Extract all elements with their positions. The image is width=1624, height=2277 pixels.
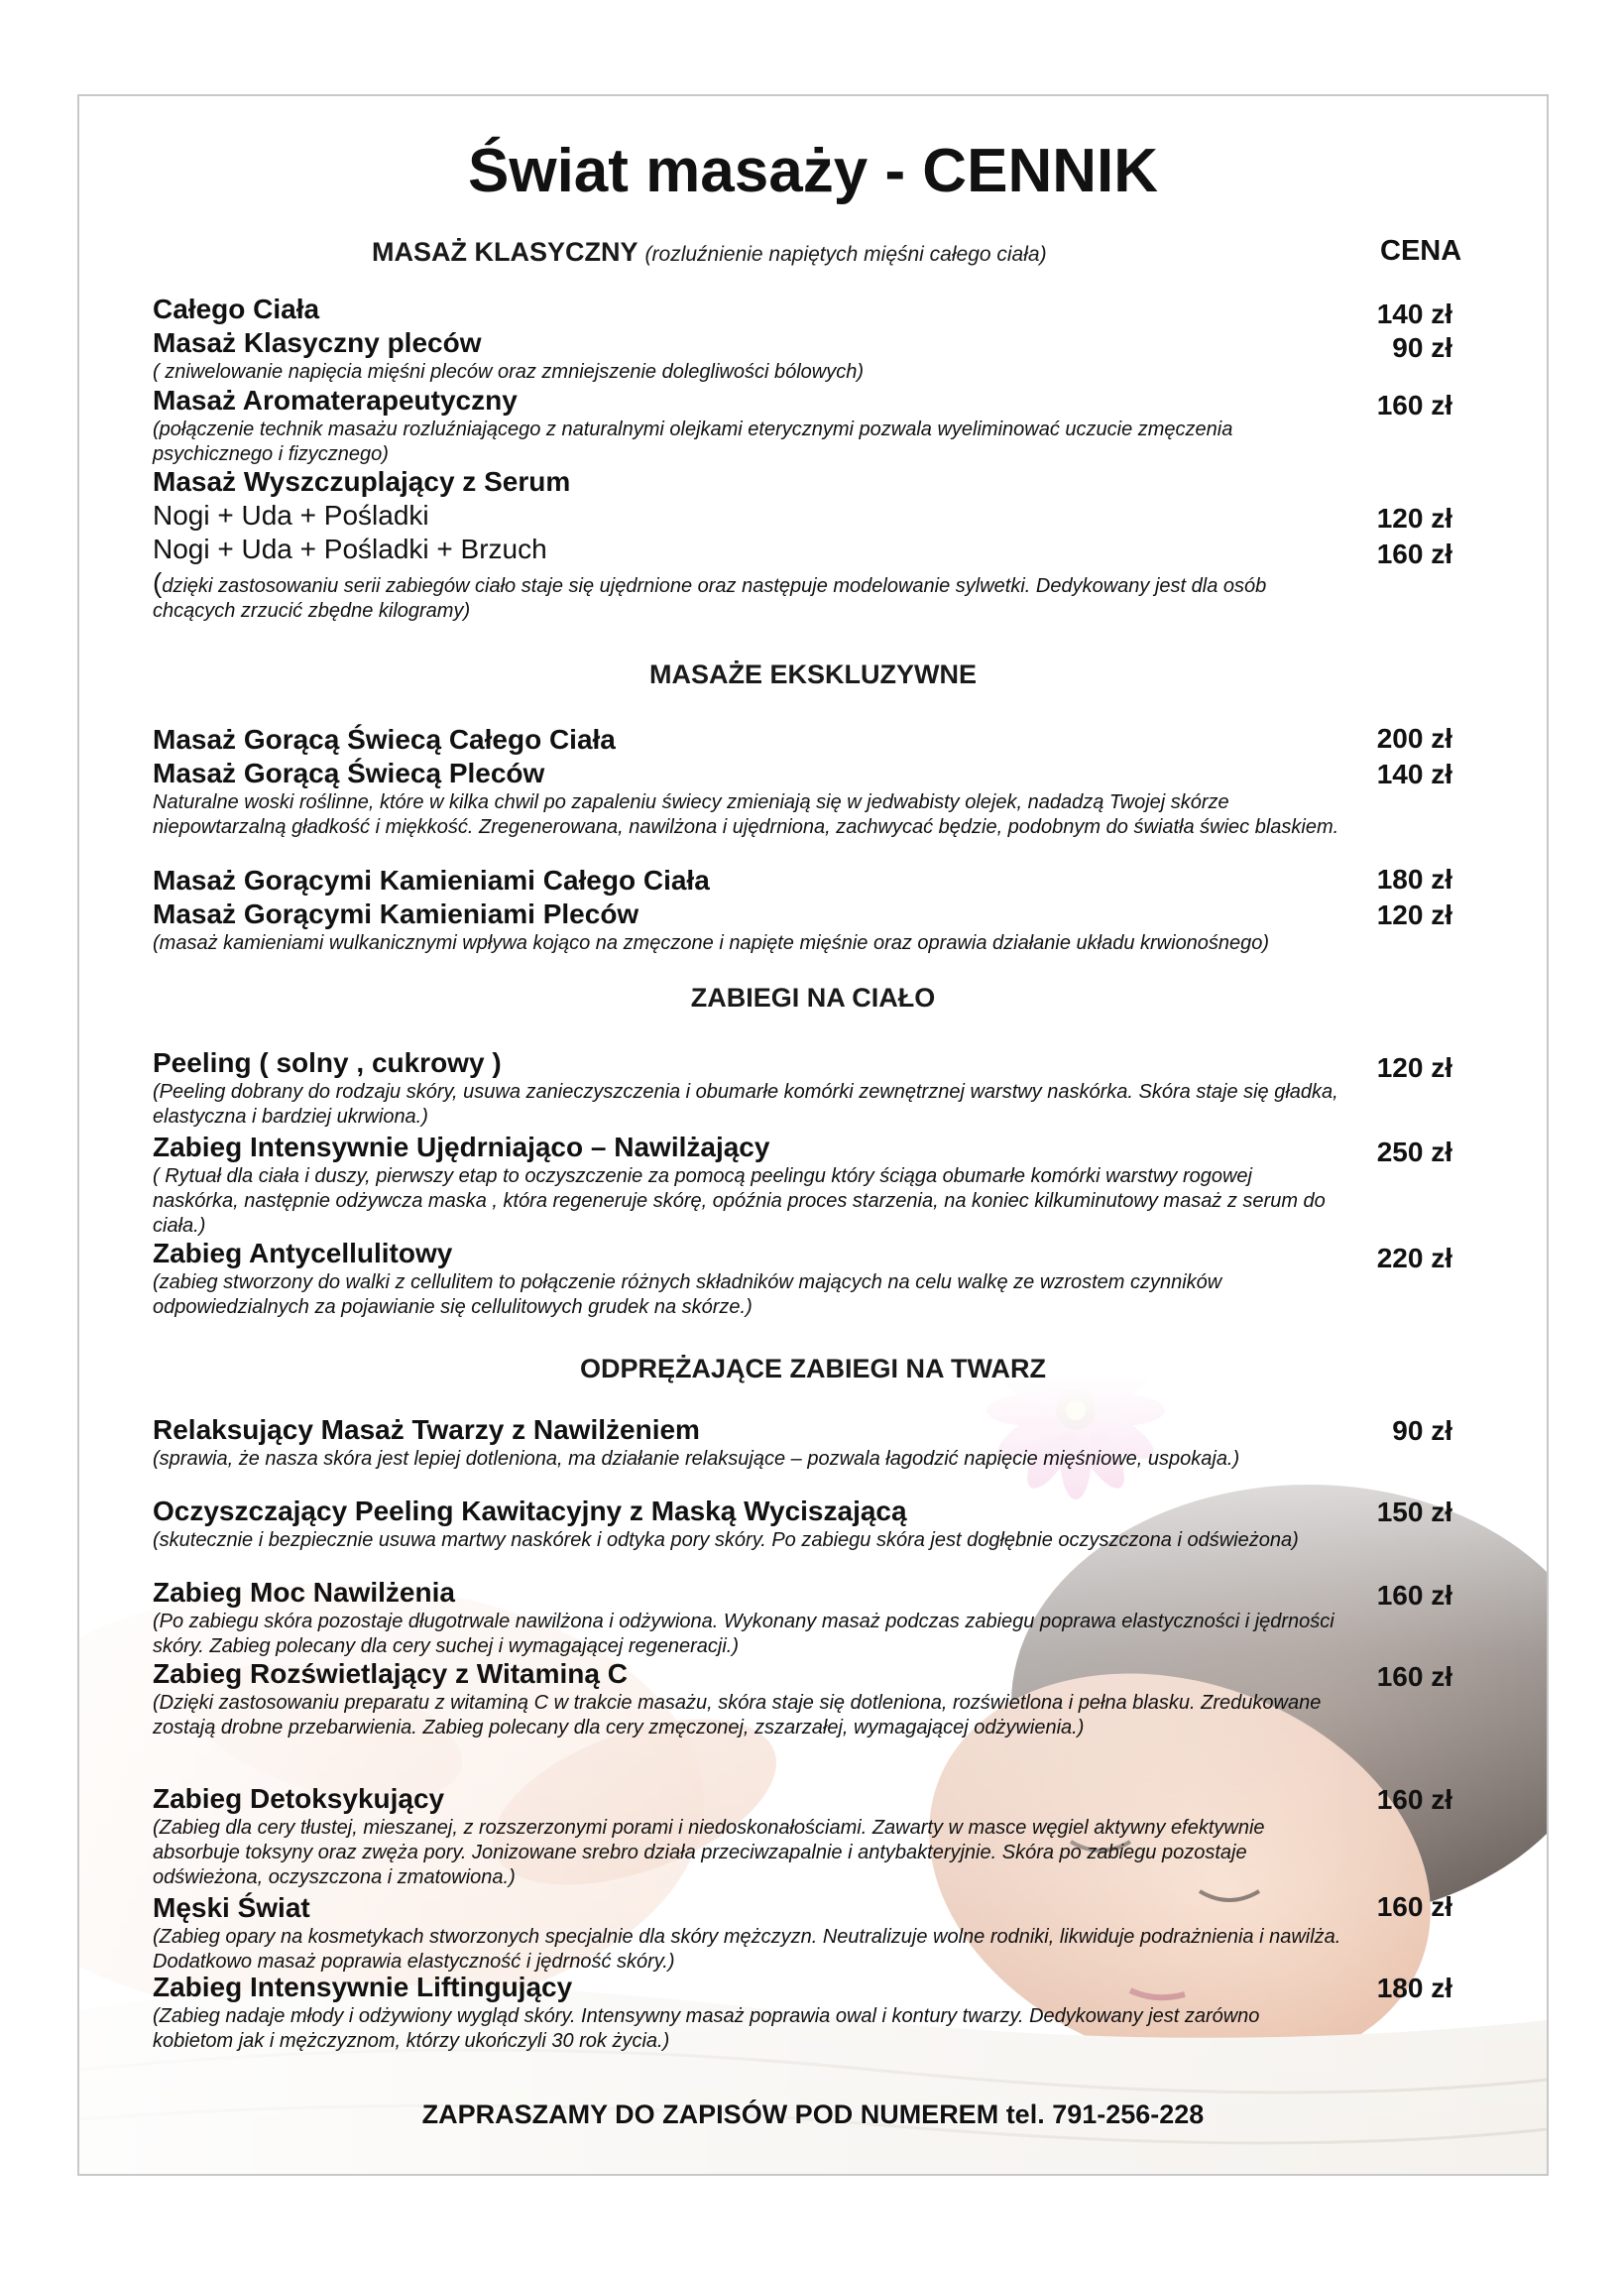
description-text: dzięki zastosowaniu serii zabiegów ciało staje się ujędrnione oraz następuje modelowanie sylwetki. Dedykowany jest dla osób chcących zrzucić zbędne kilogramy): [153, 575, 1267, 622]
service-name: Masaż Wyszczuplający z Serum: [153, 466, 571, 497]
service-price: 180 zł: [1376, 1973, 1452, 2003]
service-name: Masaż Gorącą Świecą Całego Ciała: [153, 724, 616, 755]
service-row: [153, 1131, 1342, 1239]
service-price: 90 zł: [1392, 1415, 1452, 1446]
service-name: Oczyszczający Peeling Kawitacyjny z Maską Wyciszającą: [153, 1496, 907, 1526]
service-price: 180 zł: [1376, 864, 1452, 895]
service-price: 160 zł: [1376, 1580, 1452, 1611]
price-column-header: CENA: [1380, 235, 1462, 267]
service-price: 120 zł: [1376, 899, 1452, 930]
service-description: (Peeling dobrany do rodzaju skóry, usuwa zanieczyszczenia i obumarłe komórki zewnętrznej warstwy naskórka. Skóra staje się gładka, elastyczna i bardziej ukrwiona.): [153, 1081, 1338, 1128]
service-description: (Zabieg nadaje młody i odżywiony wygląd skóry. Intensywny masaż poprawia owal i kontury twarzy. Dedykowany jest zarówno kobietom jak i mężczyznom, którzy ukończyli 30 rok życia.): [153, 2005, 1260, 2052]
service-description: (Zabieg dla cery tłustej, mieszanej, z rozszerzonymi porami i niedoskonałościami. Zawarty w masce węgiel aktywny efektywnie absorbuje toksyny oraz zwęża pory. Jonizowane srebro działa przeciwzapalnie i antybakteryjnie. Skóra po zabiegu pozostaje odświeżona, oczyszczona i zmatowiona.): [153, 1817, 1265, 1888]
service-row: [153, 1046, 1342, 1130]
section-heading-classic: [372, 237, 1047, 268]
section-heading-body: ZABIEGI NA CIAŁO: [690, 983, 936, 1013]
service-row: [153, 1891, 1342, 1975]
service-price: 160 zł: [1376, 539, 1452, 569]
service-row: [153, 1657, 1342, 1740]
service-name: Zabieg Intensywnie Ujędrniająco – Nawilżający: [153, 1132, 770, 1162]
service-price: 120 zł: [1376, 1052, 1452, 1083]
service-price: 160 zł: [1376, 1891, 1452, 1922]
service-name: Męski Świat: [153, 1892, 310, 1923]
service-price: 140 zł: [1376, 299, 1452, 329]
service-description: ( Rytuał dla ciała i duszy, pierwszy etap to oczyszczenie za pomocą peelingu który ściąga obumarłe komórki warstwy rogowej naskórka, następnie odżywcza maska , która regeneruje skórę, opóźnia proces starzenia, na koniec kilkuminutowy masaż z serum do ciała.): [153, 1165, 1326, 1237]
service-row: [153, 384, 1342, 467]
service-description: (Dzięki zastosowaniu preparatu z witaminą C w trakcie masażu, skóra staje się dotleniona, rozświetlona i pełna blasku. Zredukowane zostają drobne przebarwienia. Zabieg polecany dla cery zmęczonej, zszarzałej, wymagającej odżywienia.): [153, 1692, 1322, 1738]
service-name: Peeling ( solny , cukrowy ): [153, 1047, 502, 1078]
service-description: [153, 567, 1342, 624]
service-row: [153, 326, 1342, 385]
service-row: [153, 1495, 1342, 1553]
page-title: Świat masaży - CENNIK: [468, 137, 1158, 205]
service-name: Zabieg Intensywnie Liftingujący: [153, 1972, 573, 2002]
service-price: 250 zł: [1376, 1137, 1452, 1167]
price-list-frame: [77, 94, 1549, 2176]
service-row: [153, 1576, 1342, 1659]
service-row: [153, 1237, 1342, 1320]
service-price: 160 zł: [1376, 1661, 1452, 1692]
service-row: [153, 1413, 1342, 1472]
service-row: [153, 723, 616, 757]
service-name: Zabieg Antycellulitowy: [153, 1238, 453, 1268]
service-description: ( zniwelowanie napięcia mięśni pleców oraz zmniejszenie dolegliwości bólowych): [153, 361, 865, 383]
service-name: Nogi + Uda + Pośladki: [153, 500, 429, 531]
service-price: 150 zł: [1376, 1497, 1452, 1527]
service-name: Masaż Gorącą Świecą Pleców: [153, 758, 545, 788]
service-description: (Zabieg opary na kosmetykach stworzonych specjalnie dla skóry mężczyzn. Neutralizuje wolne rodniki, likwiduje podrażnienia i nawilża. Dodatkowo masaż poprawia elastyczność i jędrność skóry.): [153, 1926, 1341, 1973]
service-row: [153, 864, 710, 898]
service-description: (sprawia, że nasza skóra jest lepiej dotleniona, ma działanie relaksujące – pozwala łagodzić napięcie mięśniowe, uspokaja.): [153, 1448, 1240, 1470]
service-price: 140 zł: [1376, 759, 1452, 789]
service-name: Relaksujący Masaż Twarzy z Nawilżeniem: [153, 1414, 700, 1445]
service-description: (Po zabiegu skóra pozostaje długotrwale nawilżona i odżywiona. Wykonany masaż podczas zabiegu poprawa elastyczności i jędrności skóry. Zabieg polecany dla cery suchej i wymagającej regeneracji.): [153, 1611, 1334, 1657]
service-row: [153, 1782, 1342, 1890]
section-heading-face: ODPRĘŻAJĄCE ZABIEGI NA TWARZ: [579, 1354, 1046, 1383]
service-name: Masaż Aromaterapeutyczny: [153, 385, 518, 416]
section-heading-exclusive: MASAŻE EKSKLUZYWNE: [649, 659, 977, 689]
service-row: [153, 1971, 1342, 2054]
service-description: (masaż kamieniami wulkanicznymi wpływa kojąco na zmęczone i napięte mięśnie oraz oprawia działanie układu krwionośnego): [153, 932, 1270, 954]
service-row: [153, 499, 429, 533]
service-row: [153, 898, 1342, 956]
service-name: Nogi + Uda + Pośladki + Brzuch: [153, 534, 547, 564]
service-price: 160 zł: [1376, 390, 1452, 420]
service-name: Masaż Gorącymi Kamieniami Pleców: [153, 899, 639, 929]
booking-footer: ZAPRASZAMY DO ZAPISÓW POD NUMEREM tel. 791-256-228: [421, 2099, 1205, 2129]
service-price: 120 zł: [1376, 503, 1452, 534]
service-name: Zabieg Moc Nawilżenia: [153, 1577, 455, 1608]
service-price: 220 zł: [1376, 1243, 1452, 1273]
section-subtitle: (rozluźnienie napiętych mięśni całego ciała): [644, 243, 1047, 266]
service-row: [153, 293, 319, 326]
service-name: Całego Ciała: [153, 294, 320, 324]
service-description: (skutecznie i bezpiecznie usuwa martwy naskórek i odtyka pory skóry. Po zabiegu skóra jest dogłębnie oczyszczona i odświeżona): [153, 1529, 1299, 1551]
price-list-content: [79, 96, 1547, 2174]
service-price: 200 zł: [1376, 723, 1452, 754]
service-name: Zabieg Rozświetlający z Witaminą C: [153, 1658, 628, 1689]
description-lead: (: [153, 567, 163, 598]
service-price: 90 zł: [1392, 332, 1452, 363]
service-price: 160 zł: [1376, 1784, 1452, 1815]
service-name: Zabieg Detoksykujący: [153, 1783, 445, 1814]
section-title: MASAŻ KLASYCZNY: [372, 237, 638, 267]
service-row: [153, 757, 1342, 840]
service-description: (zabieg stworzony do walki z cellulitem to połączenie różnych składników mających na celu walkę ze wzrostem czynników odpowiedzialnych za pojawianie się cellulitowych grudek na skórze.): [153, 1271, 1222, 1318]
service-row: [153, 533, 547, 566]
service-row: [153, 465, 570, 499]
service-description: Naturalne woski roślinne, które w kilka chwil po zapaleniu świecy zmieniają się w jedwabisty olejek, nadadzą Twojej skórze niepowtarzalną gładkość i miękkość. Zregenerowana, nawilżona i ujędrniona, zachwycać będzie, podobnym do światła świec blaskiem.: [153, 791, 1339, 838]
service-row: [153, 567, 1342, 624]
service-name: Masaż Gorącymi Kamieniami Całego Ciała: [153, 865, 710, 896]
service-description: (połączenie technik masażu rozluźniającego z naturalnymi olejkami eterycznymi pozwala wyeliminować uczucie zmęczenia psychicznego i fizycznego): [153, 419, 1233, 465]
service-name: Masaż Klasyczny pleców: [153, 327, 482, 358]
